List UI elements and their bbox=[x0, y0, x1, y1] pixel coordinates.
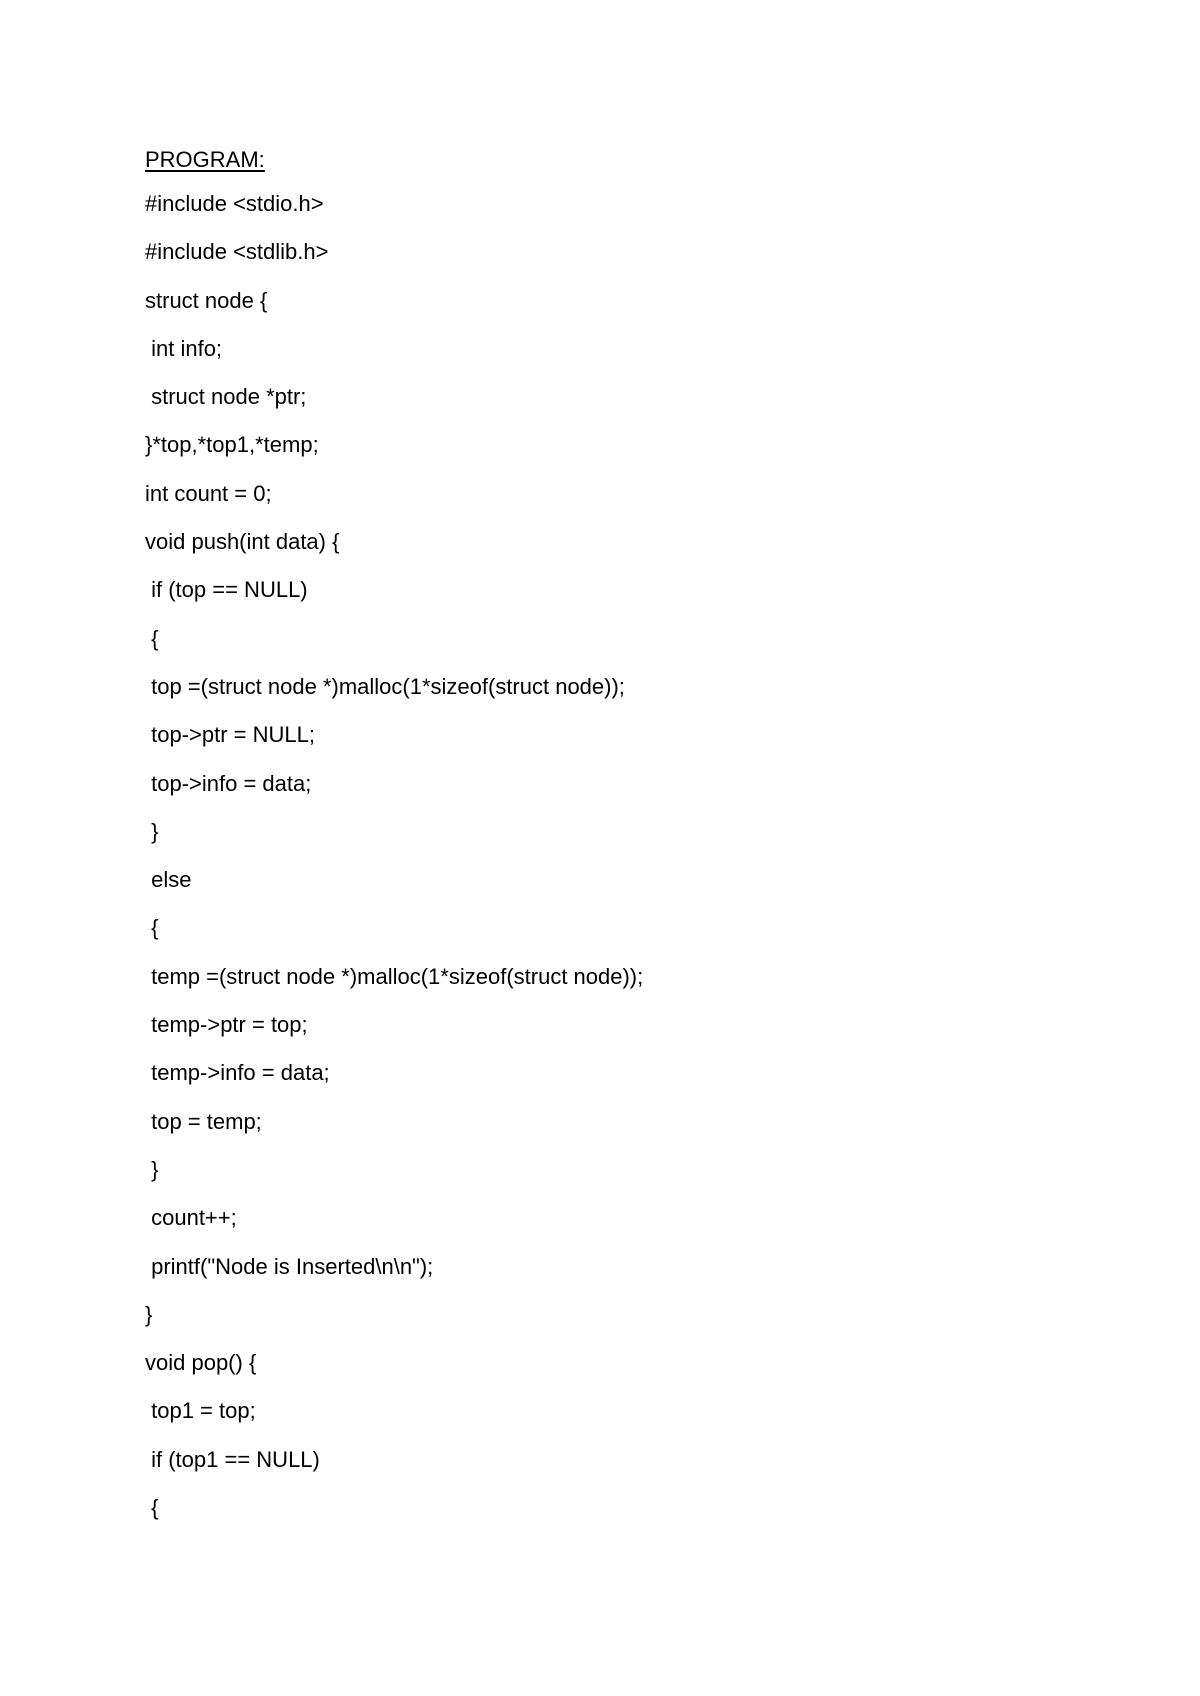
code-line: { bbox=[145, 1495, 159, 1521]
code-line: struct node { bbox=[145, 287, 268, 313]
code-line: if (top1 == NULL) bbox=[145, 1446, 320, 1472]
code-line: top->info = data; bbox=[145, 770, 312, 796]
program-heading: PROGRAM: bbox=[145, 147, 265, 172]
code-line: int info; bbox=[145, 335, 223, 361]
code-line: top1 = top; bbox=[145, 1398, 256, 1424]
code-line: int count = 0; bbox=[145, 480, 272, 506]
code-line: void pop() { bbox=[145, 1350, 257, 1376]
code-line: top =(struct node *)malloc(1*sizeof(struct node)); bbox=[145, 673, 625, 699]
code-line: }*top,*top1,*temp; bbox=[145, 432, 319, 458]
code-line: struct node *ptr; bbox=[145, 384, 307, 410]
code-line: #include <stdio.h> bbox=[145, 191, 324, 216]
code-line: top->ptr = NULL; bbox=[145, 722, 315, 748]
code-line: { bbox=[145, 915, 159, 941]
code-line: #include <stdlib.h> bbox=[145, 239, 329, 265]
code-line: temp->ptr = top; bbox=[145, 1012, 308, 1038]
code-line: printf("Node is Inserted\n\n"); bbox=[145, 1253, 434, 1279]
code-line: temp->info = data; bbox=[145, 1060, 330, 1086]
code-line: top = temp; bbox=[145, 1108, 262, 1134]
code-line: count++; bbox=[145, 1205, 237, 1231]
code-line: } bbox=[145, 1301, 153, 1327]
program-listing bbox=[145, 140, 1145, 1532]
code-line: void push(int data) { bbox=[145, 529, 340, 555]
code-line: else bbox=[145, 867, 192, 893]
code-line: if (top == NULL) bbox=[145, 577, 308, 603]
code-line: { bbox=[145, 625, 159, 651]
code-line: } bbox=[145, 818, 159, 844]
code-line: temp =(struct node *)malloc(1*sizeof(struct node)); bbox=[145, 963, 644, 989]
code-line: } bbox=[145, 1156, 159, 1182]
